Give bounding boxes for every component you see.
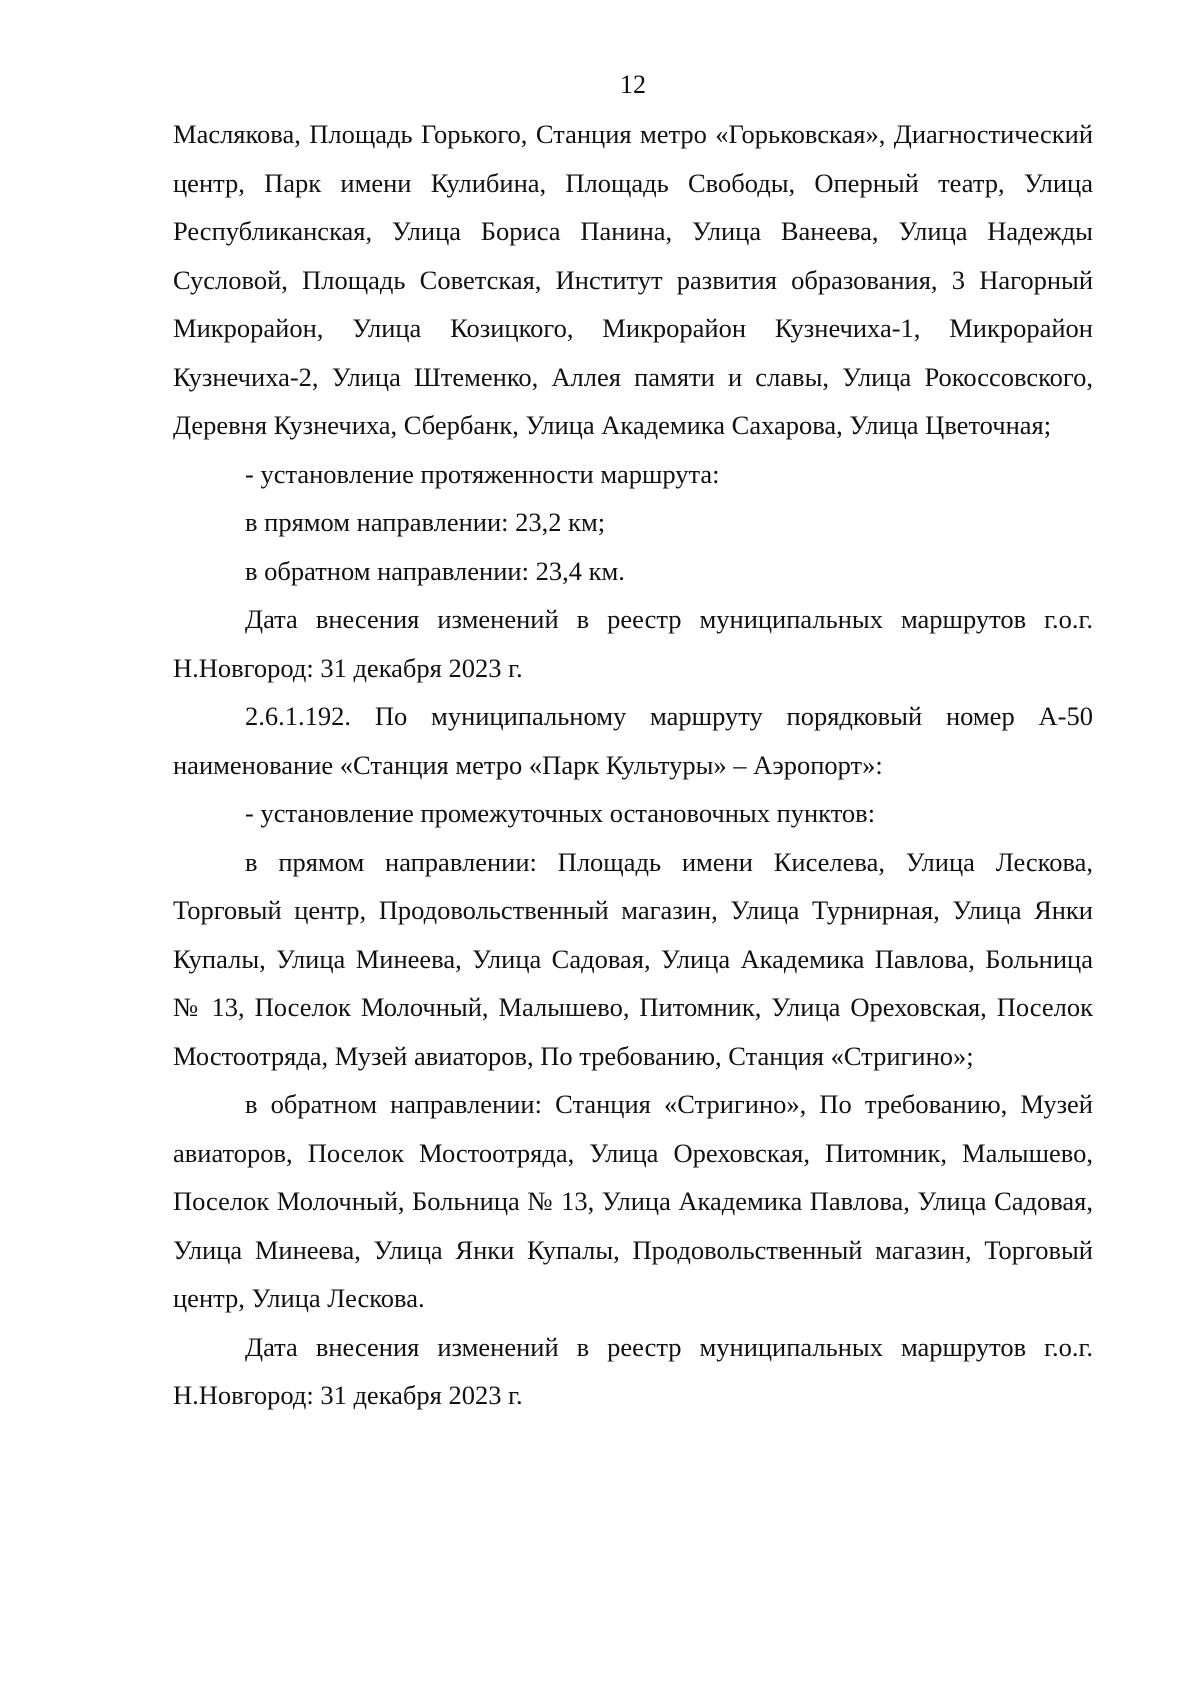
paragraph-registry-date: Дата внесения изменений в реестр муниципальных маршрутов г.о.г. Н.Новгород: 31 декабря 2023 г. — [173, 604, 1093, 683]
paragraph-registry-date-a50: Дата внесения изменений в реестр муниципальных маршрутов г.о.г. Н.Новгород: 31 декабря 2023 г. — [173, 1331, 1093, 1410]
paragraph-route-length-heading: - установление протяженности маршрута: — [245, 458, 720, 489]
page-number: 12 — [620, 70, 646, 99]
paragraph-forward-stops: в прямом направлении: Площадь имени Киселева, Улица Лескова, Торговый центр, Продовольственный магазин, Улица Турнирная, Улица Янки Купалы, Улица Минеева, Улица Садовая, Улица Академика Павлова, Больница № 13, Поселок Молочный, Малышево, Питомник, Улица Ореховская, Поселок Мостоотряда, Музей авиаторов, По требованию, Станция «Стригино»; — [173, 846, 1093, 1071]
paragraph-stops-continuation: Маслякова, Площадь Горького, Станция метро «Горьковская», Диагностический центр, Парк имени Кулибина, Площадь Свободы, Оперный театр, Улица Республиканская, Улица Бориса Панина, Улица Ванеева, Улица Надежды Сусловой, Площадь Советская, Институт развития образования, 3 Нагорный Микрорайон, Улица Козицкого, Микрорайон Кузнечиха-1, Микрорайон Кузнечиха-2, Улица Штеменко, Аллея памяти и славы, Улица Рокоссовского, Деревня Кузнечиха, Сбербанк, Улица Академика Сахарова, Улица Цветочная; — [173, 119, 1093, 440]
paragraph-reverse-stops: в обратном направлении: Станция «Стригино», По требованию, Музей авиаторов, Поселок Мостоотряда, Улица Ореховская, Питомник, Малышево, Поселок Молочный, Больница № 13, Улица Академика Павлова, Улица Садовая, Улица Минеева, Улица Янки Купалы, Продовольственный магазин, Торговый центр, Улица Лескова. — [173, 1089, 1093, 1313]
paragraph-forward-length: в прямом направлении: 23,2 км; — [245, 507, 606, 537]
document-body — [173, 110, 1093, 1420]
paragraph-intermediate-stops-heading: - установление промежуточных остановочных пунктов: — [245, 798, 876, 828]
paragraph-reverse-length: в обратном направлении: 23,4 км. — [245, 555, 625, 586]
paragraph-route-a50-heading: 2.6.1.192. По муниципальному маршруту порядковый номер А-50 наименование «Станция метро «Парк Культуры» – Аэропорт»: — [173, 701, 1093, 780]
